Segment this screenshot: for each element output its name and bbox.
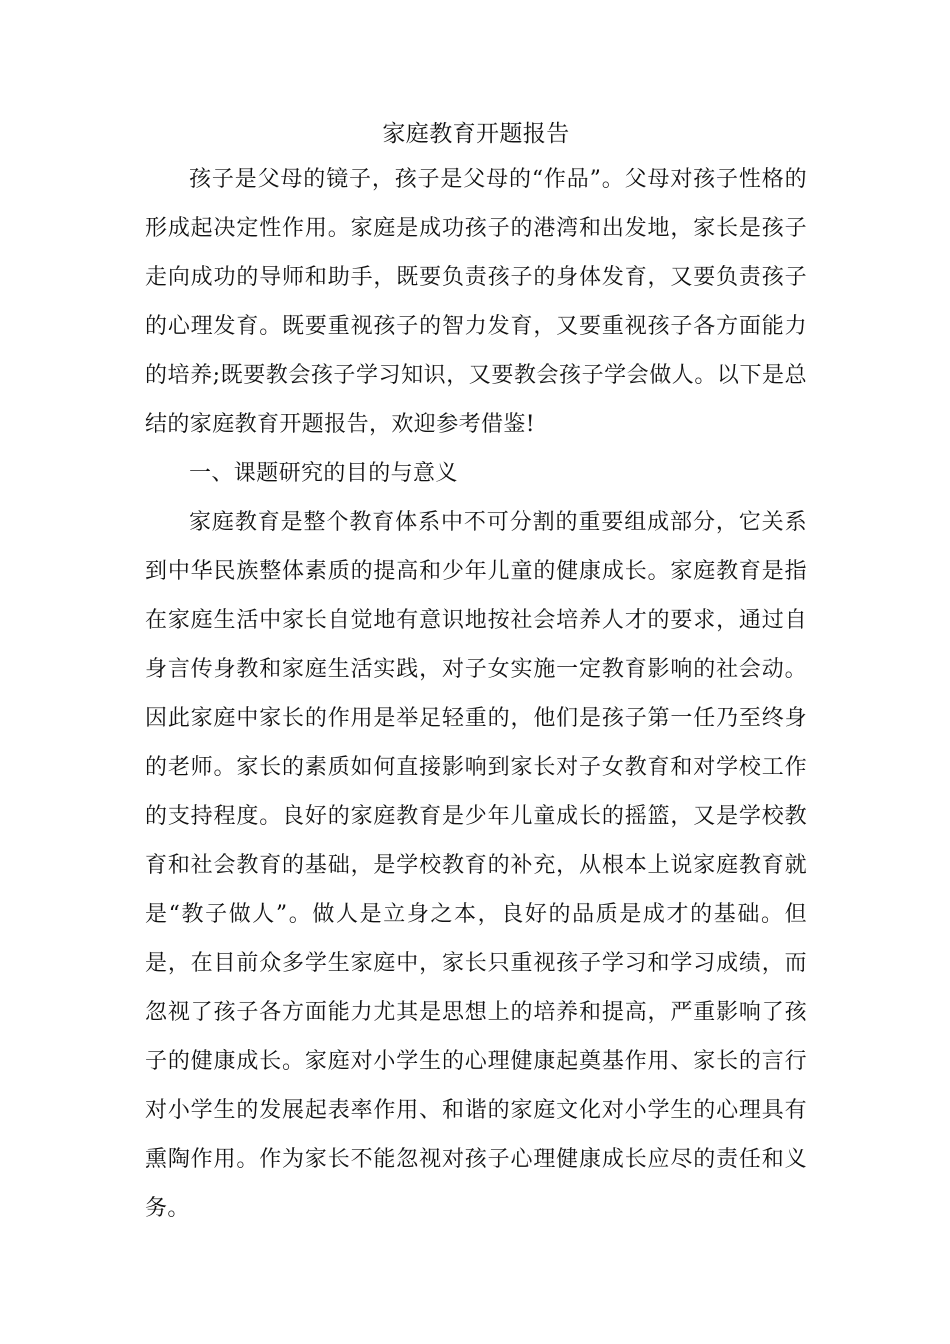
document-title: 家庭教育开题报告 <box>382 121 570 147</box>
intro-paragraph: 孩子是父母的镜子，孩子是父母的“作品”。父母对孩子性格的形成起决定性作用。家庭是成功孩子的港湾和出发地，家长是孩子走向成功的导师和助手，既要负责孩子的身体发育，又要负责孩子的心理发育。既要重视孩子的智力发育，又要重视孩子各方面能力的培养;既要教会孩子学习知识，又要教会孩子学会做人。以下是总结的家庭教育开题报告，欢迎参考借鉴! <box>145 167 807 437</box>
section-heading: 一、课题研究的目的与意义 <box>189 461 458 486</box>
section-body-paragraph: 家庭教育是整个教育体系中不可分割的重要组成部分，它关系到中华民族整体素质的提高和少年儿童的健康成长。家庭教育是指在家庭生活中家长自觉地有意识地按社会培养人才的要求，通过自身言传身教和家庭生活实践，对子女实施一定教育影响的社会动。因此家庭中家长的作用是举足轻重的，他们是孩子第一任乃至终身的老师。家长的素质如何直接影响到家长对子女教育和对学校工作的支持程度。良好的家庭教育是少年儿童成长的摇篮，又是学校教育和社会教育的基础，是学校教育的补充，从根本上说家庭教育就是“教子做人”。做人是立身之本，良好的品质是成才的基础。但是，在目前众多学生家庭中，家长只重视孩子学习和学习成绩，而忽视了孩子各方面能力尤其是思想上的培养和提高，严重影响了孩子的健康成长。家庭对小学生的心理健康起奠基作用、家长的言行对小学生的发展起表率作用、和谐的家庭文化对小学生的心理具有熏陶作用。作为家长不能忽视对孩子心理健康成长应尽的责任和义务。 <box>145 510 807 1221</box>
document-content <box>145 113 807 1233</box>
